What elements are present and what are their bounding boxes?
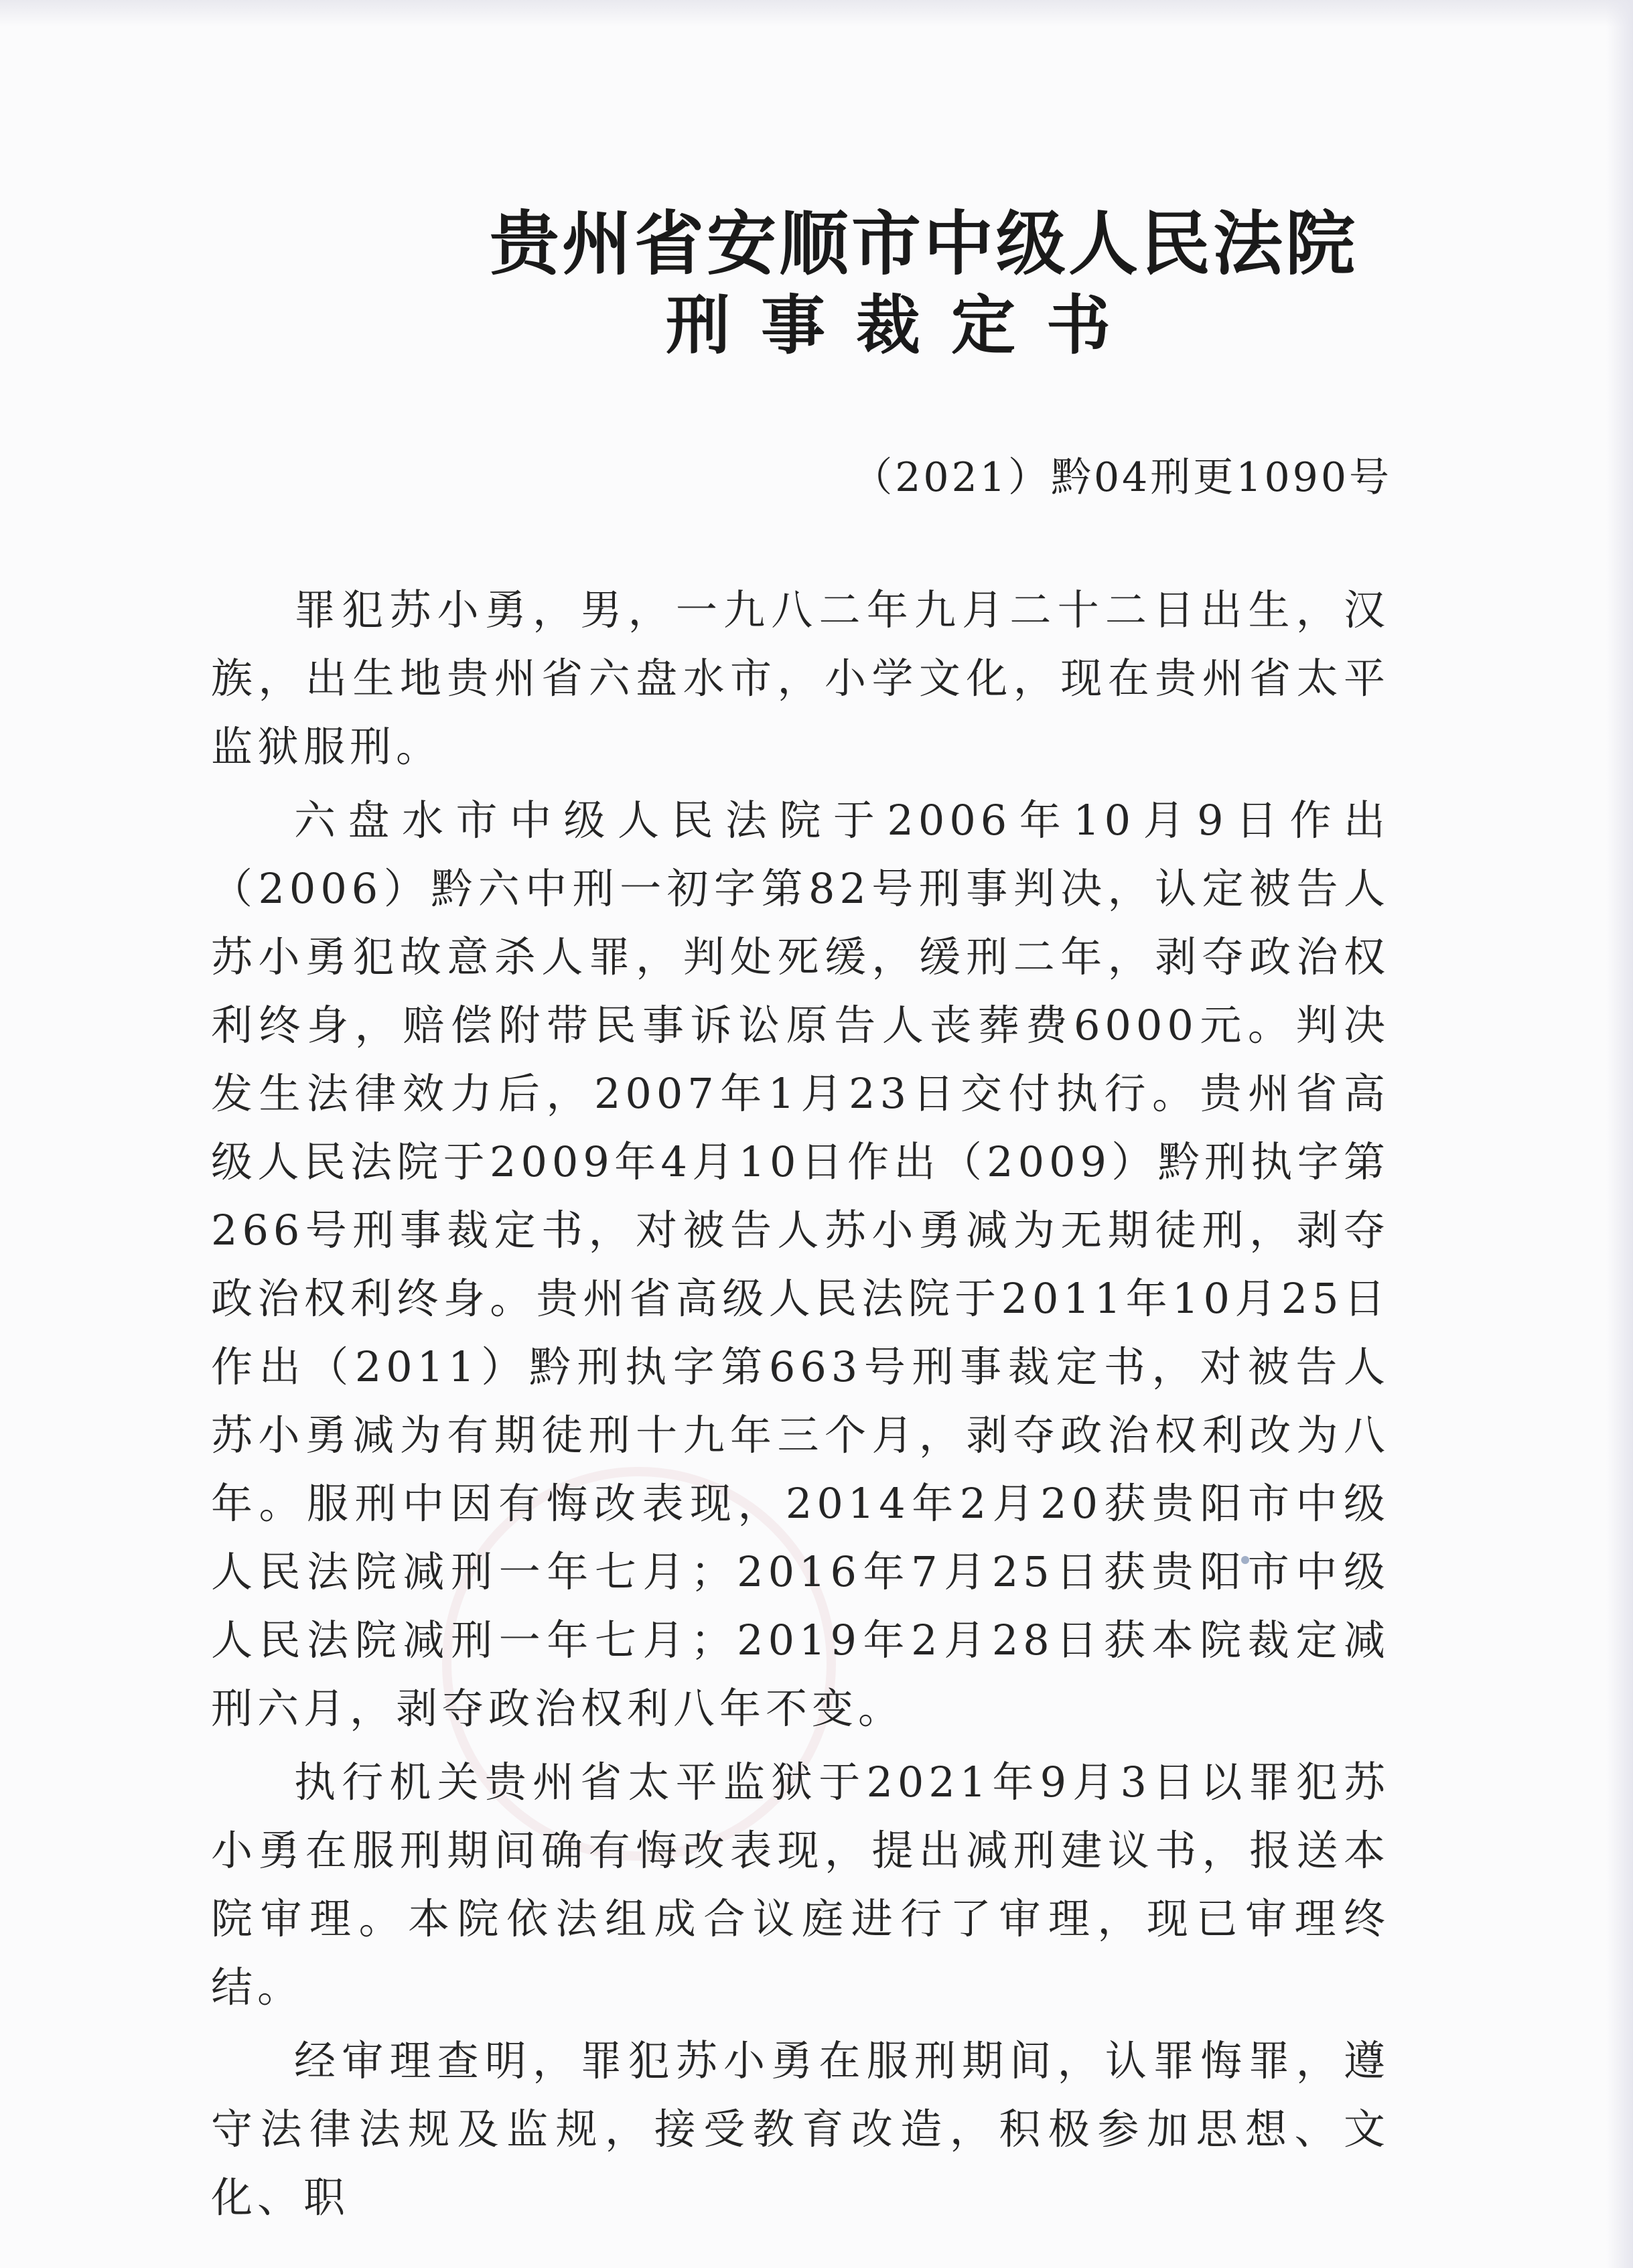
paragraph-defendant-info: 罪犯苏小勇，男，一九八二年九月二十二日出生，汉族，出生地贵州省六盘水市，小学文化，现在贵州省太平监狱服刑。 (211, 585, 1390, 771)
paragraph-sentence-history: 六盘水市中级人民法院于2006年10月9日作出（2006）黔六中刑一初字第82号刑事判决，认定被告人苏小勇犯故意杀人罪，判处死缓，缓刑二年，剥夺政治权利终身，赔偿附带民事诉讼原告人丧葬费6000元。判决发生法律效力后，2007年1月23日交付执行。贵州省高级人民法院于2009年4月10日作出（2009）黔刑执字第266号刑事裁定书，对被告人苏小勇减为无期徒刑，剥夺政治权利终身。贵州省高级人民法院于2011年10月25日作出（2011）黔刑执字第663号刑事裁定书，对被告人苏小勇减为有期徒刑十九年三个月，剥夺政治权利改为八年。服刑中因有悔改表现，2014年2月20获贵阳市中级人民法院减刑一年七月；2016年7月25日获贵阳市中级人民法院减刑一年七月；2019年2月28日获本院裁定减刑六月，剥夺政治权利八年不变。 (211, 796, 1390, 1733)
court-name: 贵州省安顺市中级人民法院 (489, 202, 1358, 285)
paragraph-commutation-proposal: 执行机关贵州省太平监狱于2021年9月3日以罪犯苏小勇在服刑期间确有悔改表现，提出减刑建议书，报送本院审理。本院依法组成合议庭进行了审理，现已审理终结。 (211, 1758, 1390, 2011)
case-number: （2021）黔04刑更1090号 (852, 454, 1392, 501)
scan-edge-shadow (0, 0, 1633, 27)
document-body (211, 576, 1390, 2237)
paragraph-findings: 经审理查明，罪犯苏小勇在服刑期间，认罪悔罪，遵守法律法规及监规，接受教育改造，积极参加思想、文化、职 (211, 2036, 1390, 2222)
document-title: 刑事裁定书 (666, 287, 1141, 363)
